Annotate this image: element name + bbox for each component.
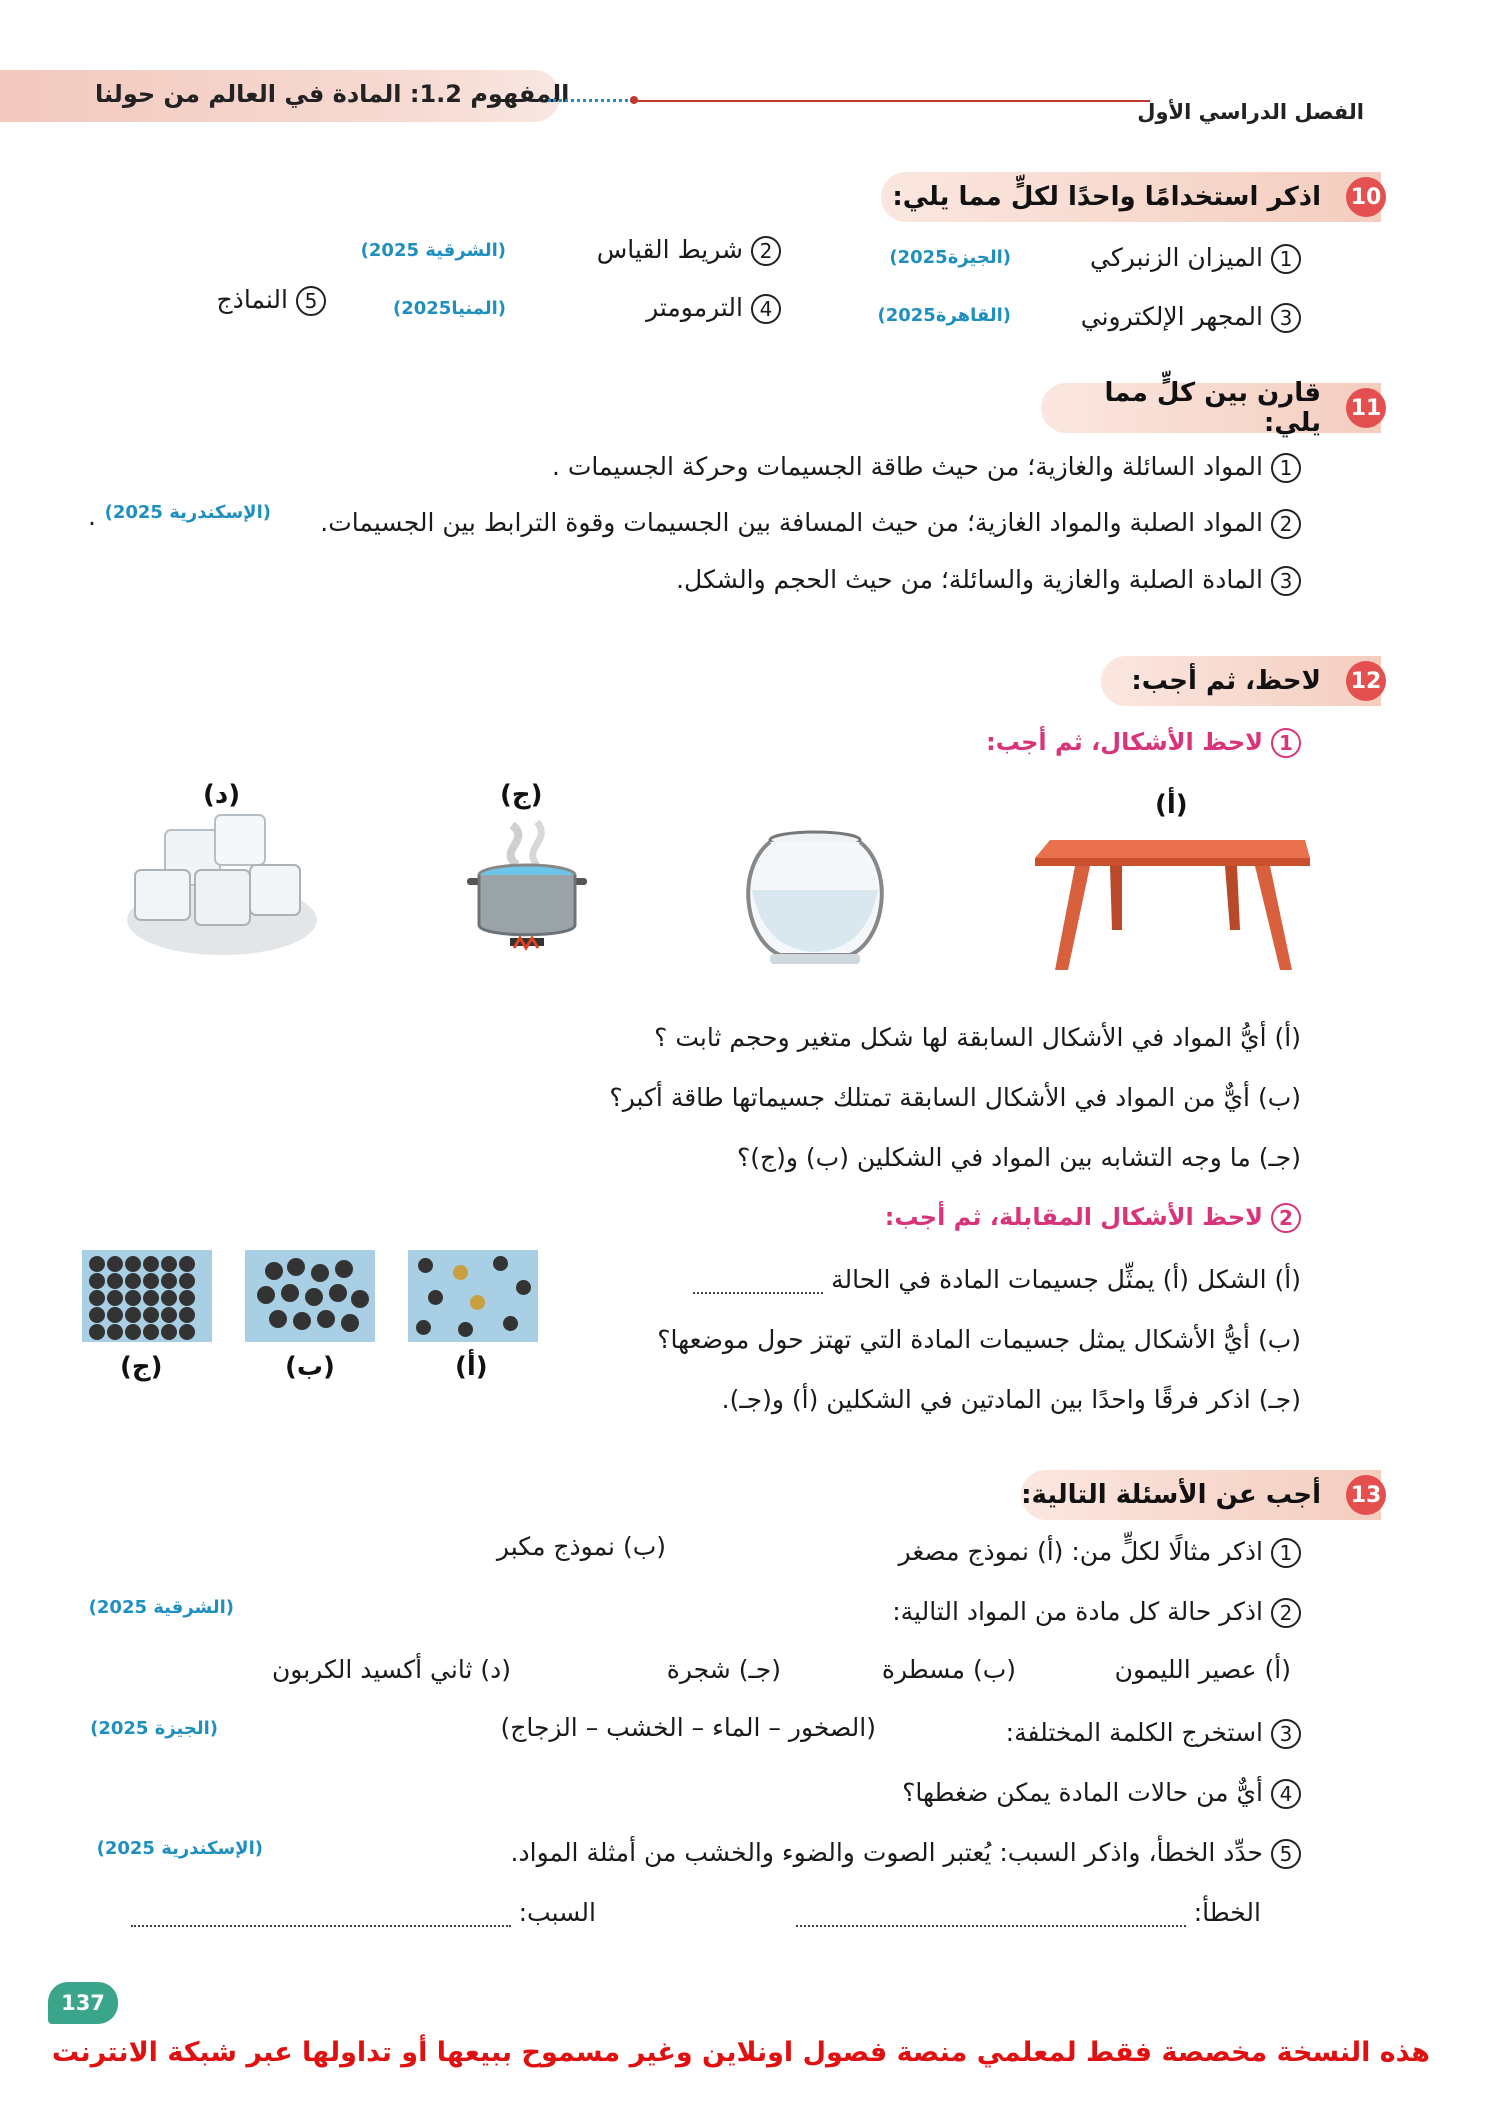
q10-source-1: (الجيزة2025) — [889, 247, 1011, 268]
q10-source-4: (المنيا2025) — [392, 298, 506, 319]
q10-item-1: 1الميزان الزنبركي — [1090, 243, 1301, 274]
q12-heading — [1101, 656, 1381, 706]
q10-item-3: 3المجهر الإلكتروني — [1081, 302, 1301, 333]
q13-title: أجب عن الأسئلة التالية: — [1021, 1480, 1321, 1510]
q11-item-3: 3المادة الصلبة والغازية والسائلة؛ من حيث الحجم والشكل. — [676, 565, 1301, 596]
q12-part2-question-a: (أ) الشكل (أ) يمثِّل جسيمات المادة في الحالة — [693, 1265, 1301, 1294]
q10-source-2: (الشرقية 2025) — [360, 240, 506, 261]
particle-label-b: (ب) — [285, 1352, 335, 1382]
q10-title: اذكر استخدامًا واحدًا لكلٍّ مما يلي: — [892, 182, 1321, 212]
q12-part2-title: 2لاحظ الأشكال المقابلة، ثم أجب: — [885, 1203, 1301, 1233]
q12-part1-title: 1لاحظ الأشكال، ثم أجب: — [986, 728, 1301, 758]
q11-heading — [1041, 378, 1381, 438]
q12-title: لاحظ، ثم أجب: — [1131, 666, 1321, 696]
q10-heading — [881, 172, 1381, 222]
pot-illustration — [462, 820, 592, 960]
q13-source-3: (الجيزة 2025) — [90, 1718, 218, 1739]
q13-item-3-words: (الصخور – الماء – الخشب – الزجاج) — [500, 1713, 876, 1742]
q13-item-5: 5حدِّد الخطأ، واذكر السبب: يُعتبر الصوت والضوء والخشب من أمثلة المواد. — [511, 1838, 1301, 1869]
q10-item-5: 5النماذج — [217, 285, 326, 316]
term-label: الفصل الدراسي الأول — [1137, 100, 1364, 124]
table-illustration — [1030, 830, 1315, 975]
fishbowl-illustration — [740, 830, 890, 970]
header-dot — [630, 96, 638, 104]
q12-part1-question-a: (أ) أيُّ المواد في الأشكال السابقة لها شكل متغير وحجم ثابت ؟ — [654, 1023, 1301, 1052]
footer-notice: هذه النسخة مخصصة فقط لمعلمي منصة فصول اونلاين وغير مسموح ببيعها أو تداولها عبر شبكة الانترنت — [51, 2037, 1430, 2068]
particles-solid — [82, 1250, 212, 1342]
q12-part1-question-b: (ب) أيٌّ من المواد في الأشكال السابقة تمتلك جسيماتها طاقة أكبر؟ — [609, 1083, 1301, 1112]
q11-title: قارن بين كلٍّ مما يلي: — [1104, 378, 1321, 438]
q13-option-a: (أ) عصير الليمون — [1114, 1655, 1291, 1684]
particles-liquid — [245, 1250, 375, 1342]
q11-source-2: (الإسكندرية 2025) — [104, 502, 271, 523]
q10-item-4: 4الترمومتر — [646, 293, 781, 324]
q13-item-4: 4أيٌّ من حالات المادة يمكن ضغطها؟ — [902, 1778, 1301, 1809]
particle-label-c: (ج) — [120, 1352, 163, 1382]
figure-label-c: (ج) — [500, 780, 543, 810]
q10-item-2: 2شريط القياس — [597, 235, 781, 266]
q13-reason-line: السبب: — [131, 1898, 596, 1927]
q12-part1-question-c: (جـ) ما وجه التشابه بين المواد في الشكلين (ب) و(ج)؟ — [736, 1143, 1301, 1172]
q13-option-d: (د) ثاني أكسيد الكربون — [271, 1655, 511, 1684]
q12-part2-question-c: (جـ) اذكر فرقًا واحدًا بين المادتين في الشكلين (أ) و(جـ). — [721, 1385, 1301, 1414]
q11-item-2: 2المواد الصلبة والمواد الغازية؛ من حيث المسافة بين الجسيمات وقوة الترابط بين الجسيمات. — [320, 508, 1301, 539]
ice-illustration — [125, 800, 320, 960]
concept-title: المفهوم 1.2: المادة في العالم من حولنا — [95, 80, 570, 108]
q13-item-2: 2اذكر حالة كل مادة من المواد التالية: — [892, 1597, 1301, 1628]
particle-label-a: (أ) — [455, 1352, 488, 1382]
header-line — [635, 100, 1150, 102]
q13-number: 13 — [1346, 1475, 1386, 1515]
figure-label-d: (د) — [203, 780, 241, 810]
q13-source-2: (الشرقية 2025) — [88, 1597, 234, 1618]
q12-number: 12 — [1346, 661, 1386, 701]
q13-option-c: (جـ) شجرة — [666, 1655, 781, 1684]
header-dots — [548, 99, 633, 102]
q10-number: 10 — [1346, 177, 1386, 217]
q11-item-1: 1المواد السائلة والغازية؛ من حيث طاقة الجسيمات وحركة الجسيمات . — [552, 452, 1301, 483]
figure-label-a: (أ) — [1155, 790, 1188, 820]
q12-part2-question-b: (ب) أيُّ الأشكال يمثل جسيمات المادة التي تهتز حول موضعها؟ — [657, 1325, 1301, 1354]
q11-item-2-end: . — [88, 502, 96, 531]
q13-source-5: (الإسكندرية 2025) — [96, 1838, 263, 1859]
q13-option-b: (ب) مسطرة — [881, 1655, 1016, 1684]
q13-heading — [1021, 1470, 1381, 1520]
q13-item-1-b: (ب) نموذج مكبر — [496, 1532, 666, 1561]
q13-item-1: 1اذكر مثالًا لكلٍّ من: (أ) نموذج مصغر — [899, 1537, 1301, 1568]
particles-gas — [408, 1250, 538, 1342]
q13-error-line: الخطأ: — [796, 1898, 1261, 1927]
q10-source-3: (القاهرة2025) — [877, 305, 1011, 326]
q11-number: 11 — [1346, 388, 1386, 428]
q13-item-3: 3استخرج الكلمة المختلفة: — [1006, 1718, 1301, 1749]
page-number: 137 — [48, 1982, 118, 2024]
